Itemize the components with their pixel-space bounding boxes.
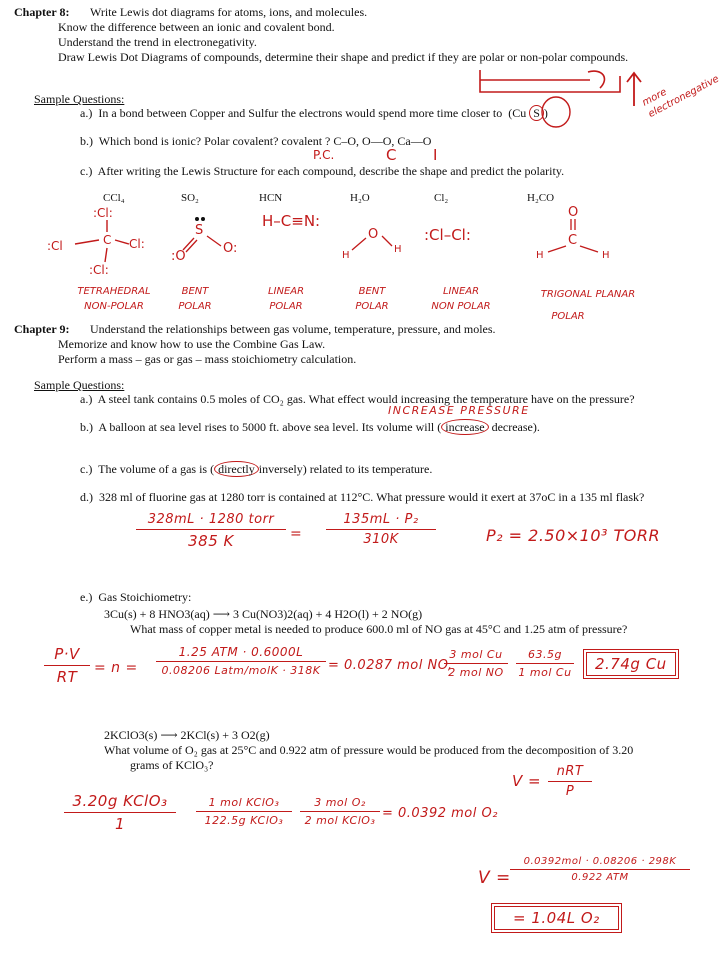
- mol-formula-h2co: H₂CO: [527, 192, 555, 204]
- mol-label-so2: [164, 284, 226, 314]
- chapter-9-title: Chapter 9:: [14, 322, 70, 336]
- lewis-h2o-drawing: [336, 216, 416, 266]
- svg-text::O: :O: [171, 249, 186, 264]
- svg-text::Cl:: :Cl:: [93, 206, 113, 220]
- mol-formula-cl2: Cl₂: [434, 192, 449, 204]
- ch9-objective-1: Understand the relationships between gas volume, temperature, pressure, and moles.: [90, 322, 496, 336]
- qb-answer-3: I: [433, 146, 438, 164]
- qf-f3-num: 3 mol O₂: [314, 796, 366, 809]
- qb-label: b.): [80, 134, 93, 148]
- mol-label-h2o: [332, 284, 412, 314]
- qe-f3-num: 63.5g: [528, 648, 562, 661]
- qb-answer-1: P.C.: [313, 148, 335, 162]
- ch9-qe-reaction: 3Cu(s) + 8 HNO3(aq) ⟶ 3 Cu(NO3)2(aq) + 4 H2O(l) + 2 NO(g): [104, 607, 423, 621]
- svg-text:H: H: [394, 244, 402, 255]
- ch9-qc-label: c.): [80, 462, 93, 476]
- ch9-qe-label: e.): [80, 590, 93, 604]
- lewis-cl2: :Cl–Cl:: [424, 226, 471, 244]
- ch8-qa: [80, 106, 548, 121]
- qf-f3-den: 2 mol KClO₃: [304, 814, 376, 827]
- qf-f2-num: 1 mol KClO₃: [208, 796, 280, 809]
- mol-label-h2co: [518, 284, 658, 328]
- qf-v-left: V =: [478, 868, 511, 888]
- qc-label: c.): [80, 164, 93, 178]
- ch8-objective-4: Draw Lewis Dot Diagrams of compounds, determine their shape and predict if they are polar or non-polar compounds.: [58, 50, 629, 64]
- qd-equals: =: [290, 526, 303, 542]
- ch9-qb-text-after: decrease).: [491, 420, 540, 434]
- ch9-qc-text-before: The volume of a gas is (: [98, 462, 215, 476]
- svg-text:S: S: [195, 223, 204, 238]
- qc-text: After writing the Lewis Structure for each compound, describe the shape and predict the polarity.: [97, 164, 565, 178]
- svg-text:O: O: [368, 227, 379, 242]
- qe-f2-num: 3 mol Cu: [449, 648, 503, 661]
- ch9-qa-text: A steel tank contains 0.5 moles of CO₂ gas. What effect would increasing the temperature have on the pressure?: [97, 392, 635, 406]
- qf-fraction-2: [196, 796, 292, 827]
- svg-text:O: O: [568, 205, 579, 220]
- ch8-objective-1: Write Lewis dot diagrams for atoms, ions, and molecules.: [90, 5, 368, 19]
- qf-vr-left: V =: [512, 772, 542, 790]
- ch9-qe-title: Gas Stoichiometry:: [98, 590, 192, 604]
- svg-text:H: H: [602, 250, 610, 261]
- qf-question-1: What volume of O₂ gas at 25°C and 0.922 atm of pressure would be produced from the decomposition of 3.20: [104, 743, 634, 757]
- qd-fraction-2: [326, 512, 436, 547]
- qf-fraction-3: [300, 796, 380, 827]
- ch9-qb-text-before: A balloon at sea level rises to 5000 ft. above sea level. Its volume will (: [98, 420, 442, 434]
- polarity-hcn: POLAR: [269, 301, 303, 312]
- qd-fraction-1: [136, 512, 286, 550]
- qe-pv-num: P·V: [54, 645, 80, 663]
- qa-answer: S: [529, 105, 544, 121]
- shape-cl2: LINEAR: [442, 286, 480, 297]
- qe-fraction-1: [156, 645, 326, 677]
- qd-f1-den: 385 K: [188, 532, 234, 550]
- mol-label-hcn: [246, 284, 326, 314]
- qf-v-den: 0.922 ATM: [571, 872, 629, 883]
- qf-v-num: 0.0392mol · 0.08206 · 298K: [523, 856, 677, 867]
- shape-ccl4: TETRAHEDRAL: [77, 286, 151, 297]
- polarity-cl2: NON POLAR: [431, 301, 491, 312]
- qf-f1-num: 3.20g KClO₃: [72, 792, 168, 810]
- qe-f2-den: 2 mol NO: [448, 666, 504, 679]
- ch9-qd-text: 328 ml of fluorine gas at 1280 torr is contained at 112°C. What pressure would it exert at 37oC in a 135 ml flask?: [99, 490, 645, 504]
- qa-paren-close: ): [543, 106, 548, 120]
- qe-fraction-2: [444, 648, 508, 679]
- ch8-qb: [80, 134, 431, 149]
- qf-f2-den: 122.5g KClO₃: [204, 814, 284, 827]
- qf-answer: = 1.04L O₂: [494, 906, 619, 930]
- ch9-qc: [80, 462, 432, 477]
- svg-text:H: H: [536, 250, 544, 261]
- qe-answer: 2.74g Cu: [586, 652, 676, 676]
- svg-text::Cl:: :Cl:: [89, 263, 109, 277]
- polarity-h2o: POLAR: [355, 301, 389, 312]
- qb-text: Which bond is ionic? Polar covalent? covalent ? C–O, O—O, Ca—O: [98, 134, 432, 148]
- ch8-objective-3: Understand the trend in electronegativity.: [58, 35, 257, 49]
- mol-formula-ccl4: CCl₄: [103, 192, 125, 204]
- lewis-h2co-drawing: [528, 202, 628, 272]
- qa-paren-open: (Cu: [508, 106, 527, 120]
- qe-pv-fraction: [44, 645, 90, 686]
- qe-pv-den: RT: [56, 668, 78, 686]
- qe-f1-num: 1.25 ATM · 0.6000L: [178, 645, 304, 659]
- ch9-qe-question: What mass of copper metal is needed to produce 600.0 ml of NO gas at 45°C and 1.25 atm of pressure?: [130, 622, 628, 636]
- ch9-qa: [80, 392, 635, 407]
- qf-vr-fraction: [548, 764, 592, 799]
- mol-label-ccl4: [62, 284, 166, 314]
- qf-vr-den: P: [565, 784, 575, 799]
- qd-f2-den: 310K: [363, 532, 399, 547]
- ch9-qd-label: d.): [80, 490, 93, 504]
- ch9-objective-3: Perform a mass – gas or gas – mass stoichiometry calculation.: [58, 352, 357, 366]
- mol-formula-so2: SO₂: [181, 192, 199, 204]
- qf-v-fraction: [510, 856, 690, 883]
- svg-text:H: H: [342, 250, 350, 261]
- mol-formula-hcn: HCN: [259, 192, 283, 204]
- polarity-so2: POLAR: [178, 301, 212, 312]
- qd-result: P₂ = 2.50×10³ TORR: [486, 526, 661, 545]
- qd-f2-num: 135mL · P₂: [343, 512, 419, 527]
- shape-h2o: BENT: [358, 286, 386, 297]
- ch9-qc-text-after: inversely) related to its temperature.: [258, 462, 433, 476]
- svg-text:C: C: [103, 233, 112, 247]
- ch8-qc: [80, 164, 564, 179]
- polarity-ccl4: NON-POLAR: [84, 301, 144, 312]
- mol-formula-h2o: H₂O: [350, 192, 370, 204]
- ch9-qc-answer: directly: [214, 461, 259, 477]
- qe-eq-n: = n =: [94, 660, 138, 676]
- qf-reaction: 2KClO3(s) ⟶ 2KCl(s) + 3 O2(g): [104, 728, 270, 742]
- qa-text: In a bond between Copper and Sulfur the electrons would spend more time closer to: [98, 106, 503, 120]
- qd-f1-num: 328mL · 1280 torr: [147, 512, 275, 527]
- svg-text:C: C: [568, 233, 578, 248]
- ch9-qb-answer: increase: [441, 419, 488, 435]
- ch9-qa-answer: INCREASE PRESSURE: [388, 404, 530, 417]
- ch9-qe-head: [80, 590, 191, 605]
- qf-vr-num: nRT: [556, 764, 584, 779]
- ch8-sample-label: Sample Questions:: [34, 92, 125, 106]
- lewis-so2-drawing: [165, 212, 245, 267]
- qf-fraction-1: [64, 792, 176, 833]
- qa-label: a.): [80, 106, 93, 120]
- ch9-sample-label: Sample Questions:: [34, 378, 125, 392]
- ch9-qb-label: b.): [80, 420, 93, 434]
- lewis-hcn: H–C≡N:: [262, 212, 321, 230]
- shape-hcn: LINEAR: [267, 286, 305, 297]
- qb-answer-2: C: [386, 146, 397, 164]
- shape-so2: BENT: [181, 286, 209, 297]
- qe-mid: = 0.0287 mol NO,: [328, 658, 453, 673]
- ch9-qa-label: a.): [80, 392, 93, 406]
- svg-text::Cl: :Cl: [47, 239, 63, 253]
- up-arrow-icon: [624, 70, 644, 110]
- lewis-ccl4-drawing: [45, 204, 155, 284]
- margin-note: more electronegative: [640, 73, 722, 121]
- shape-h2co: TRIGONAL PLANAR: [540, 289, 636, 300]
- chapter-8-title: Chapter 8:: [14, 5, 70, 19]
- ch9-qd: [80, 490, 644, 505]
- ch9-qb: [80, 420, 540, 435]
- svg-text:Cl:: Cl:: [129, 237, 145, 251]
- qe-f1-den: 0.08206 Latm/molK · 318K: [161, 664, 321, 677]
- qe-fraction-3: [516, 648, 574, 679]
- qf-question-2: grams of KClO₃?: [130, 758, 214, 772]
- svg-text:O:: O:: [223, 241, 238, 256]
- qe-f3-den: 1 mol Cu: [518, 666, 572, 679]
- answer-circle: [539, 94, 573, 130]
- polarity-h2co: POLAR: [551, 311, 585, 322]
- qf-f1-den: 1: [114, 815, 126, 833]
- ch9-objective-2: Memorize and know how to use the Combine Gas Law.: [58, 337, 326, 351]
- qf-mid: = 0.0392 mol O₂: [382, 806, 498, 821]
- ch8-objective-2: Know the difference between an ionic and covalent bond.: [58, 20, 335, 34]
